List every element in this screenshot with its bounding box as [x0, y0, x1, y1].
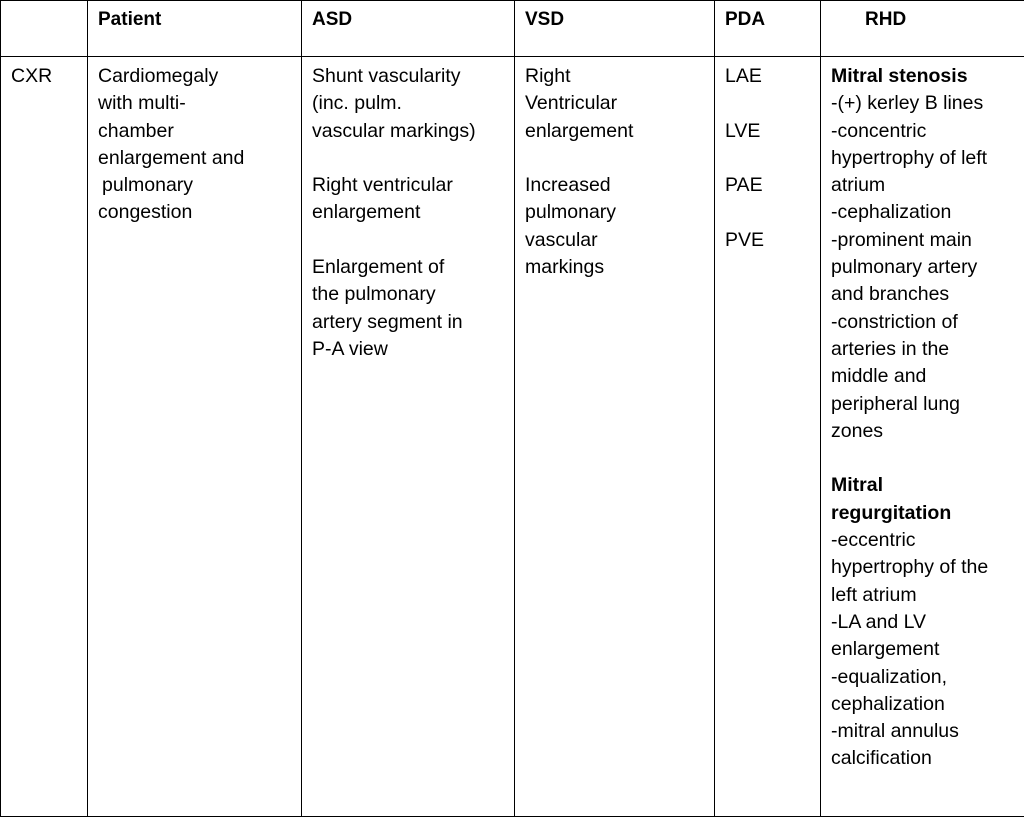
rhd-line: -mitral annulus: [831, 718, 1020, 745]
rhd-line: pulmonary artery: [831, 254, 1020, 281]
rhd-line: -constriction of: [831, 309, 1020, 336]
asd-line: (inc. pulm.: [312, 90, 510, 117]
rhd-line: zones: [831, 418, 1020, 445]
asd-line: vascular markings): [312, 118, 510, 145]
vsd-line: Increased: [525, 172, 710, 199]
spacer: [312, 227, 510, 254]
asd-line: enlargement: [312, 199, 510, 226]
rhd-line: -(+) kerley B lines: [831, 90, 1020, 117]
asd-line: Enlargement of: [312, 254, 510, 281]
vsd-line: pulmonary: [525, 199, 710, 226]
rhd-line: -equalization,: [831, 664, 1020, 691]
header-blank-cell: [1, 1, 88, 57]
asd-line: artery segment in: [312, 309, 510, 336]
header-pda: PDA: [715, 1, 821, 57]
rhd-line: peripheral lung: [831, 391, 1020, 418]
header-rhd: RHD: [821, 1, 1024, 57]
spacer: [525, 145, 710, 172]
spacer: [725, 145, 816, 172]
patient-line: with multi-: [98, 90, 297, 117]
pda-item: PVE: [725, 227, 816, 254]
asd-cell: [302, 57, 515, 817]
asd-line: P-A view: [312, 336, 510, 363]
rhd-line: atrium: [831, 172, 1020, 199]
header-row: [1, 1, 1024, 57]
rhd-line: and branches: [831, 281, 1020, 308]
vsd-line: Right: [525, 63, 710, 90]
rhd-cell: [821, 57, 1024, 817]
patient-line: enlargement and: [98, 145, 297, 172]
cxr-row: [1, 57, 1024, 817]
pda-item: LAE: [725, 63, 816, 90]
rhd-line: middle and: [831, 363, 1020, 390]
vsd-line: enlargement: [525, 118, 710, 145]
patient-line: chamber: [98, 118, 297, 145]
header-patient: Patient: [88, 1, 302, 57]
spacer: [312, 145, 510, 172]
patient-cell: [88, 57, 302, 817]
rhd-line: arteries in the: [831, 336, 1020, 363]
header-asd: ASD: [302, 1, 515, 57]
rhd-line: calcification: [831, 745, 1020, 772]
mitral-stenosis-title: Mitral stenosis: [831, 63, 1020, 90]
pda-item: LVE: [725, 118, 816, 145]
rhd-line: -eccentric: [831, 527, 1020, 554]
patient-line: Cardiomegaly: [98, 63, 297, 90]
vsd-line: Ventricular: [525, 90, 710, 117]
rhd-line: -LA and LV: [831, 609, 1020, 636]
vsd-line: markings: [525, 254, 710, 281]
rhd-line: -prominent main: [831, 227, 1020, 254]
row-label-cxr: [1, 57, 88, 817]
asd-line: Shunt vascularity: [312, 63, 510, 90]
asd-line: Right ventricular: [312, 172, 510, 199]
patient-line: pulmonary: [98, 172, 297, 199]
header-vsd: VSD: [515, 1, 715, 57]
mitral-regurgitation-title: regurgitation: [831, 500, 1020, 527]
rhd-line: -cephalization: [831, 199, 1020, 226]
spacer: [831, 445, 1020, 472]
pda-item: PAE: [725, 172, 816, 199]
rhd-line: hypertrophy of the: [831, 554, 1020, 581]
row-label-text: CXR: [11, 63, 83, 90]
vsd-cell: [515, 57, 715, 817]
rhd-line: -concentric: [831, 118, 1020, 145]
rhd-line: hypertrophy of left: [831, 145, 1020, 172]
rhd-line: left atrium: [831, 582, 1020, 609]
asd-line: the pulmonary: [312, 281, 510, 308]
vsd-line: vascular: [525, 227, 710, 254]
spacer: [725, 90, 816, 117]
rhd-line: cephalization: [831, 691, 1020, 718]
patient-line: congestion: [98, 199, 297, 226]
mitral-regurgitation-title: Mitral: [831, 472, 1020, 499]
spacer: [725, 199, 816, 226]
rhd-line: enlargement: [831, 636, 1020, 663]
pda-cell: [715, 57, 821, 817]
